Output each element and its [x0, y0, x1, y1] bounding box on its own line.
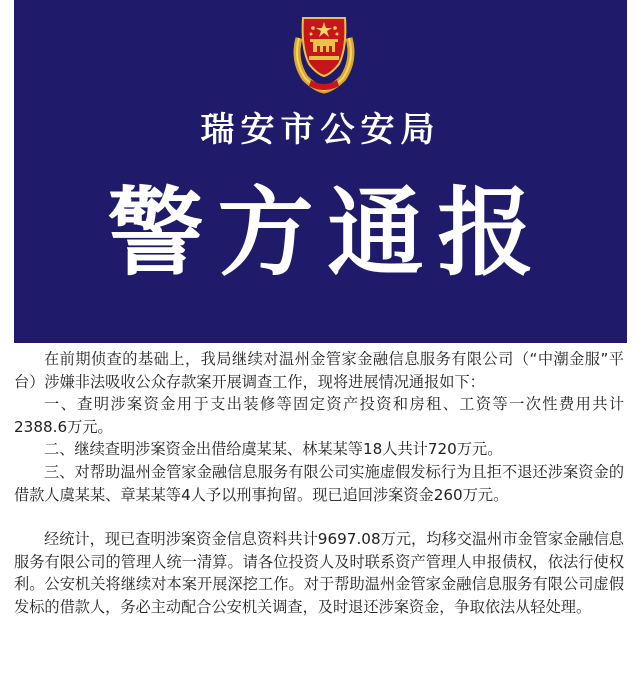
notice-title: 警方通报	[107, 177, 548, 289]
police-emblem-icon	[289, 8, 359, 94]
notice-intro: 在前期侦查的基础上，我局继续对温州金管家金融信息服务有限公司（“中潮金服”平台）涉嫌非法吸收公众存款案开展调查工作，现将进展情况通报如下：	[14, 350, 624, 391]
notice-summary: 经统计，现已查明涉案资金信息资料共计9697.08万元，均移交温州市金管家金融信息服务有限公司的管理人统一清算。请各位投资人及时联系资产管理人申报债权，依法行使权利。公安机关将继续对本案开展深挖工作。对于帮助温州金管家金融信息服务有限公司虚假发标的借款人，务必主动配合公安机关调查，及时退还涉案资金，争取依法从轻处理。	[14, 530, 624, 616]
organization-name: 瑞安市公安局	[200, 110, 441, 150]
notice-item-2: 二、继续查明涉案资金出借给虞某某、林某某等18人共计720万元。	[44, 440, 503, 459]
notice-item-3: 三、对帮助温州金管家金融信息服务有限公司实施虚假发标行为且拒不退还涉案资金的借款人虞某某、章某某等4人予以刑事拘留。现已追回涉案资金260万元。	[14, 462, 624, 504]
notice-body	[14, 348, 624, 619]
notice-item-1: 一、查明涉案资金用于支出装修等固定资产投资和房租、工资等一次性费用共计2388.6万元。	[14, 395, 624, 436]
header-banner	[14, 0, 627, 343]
